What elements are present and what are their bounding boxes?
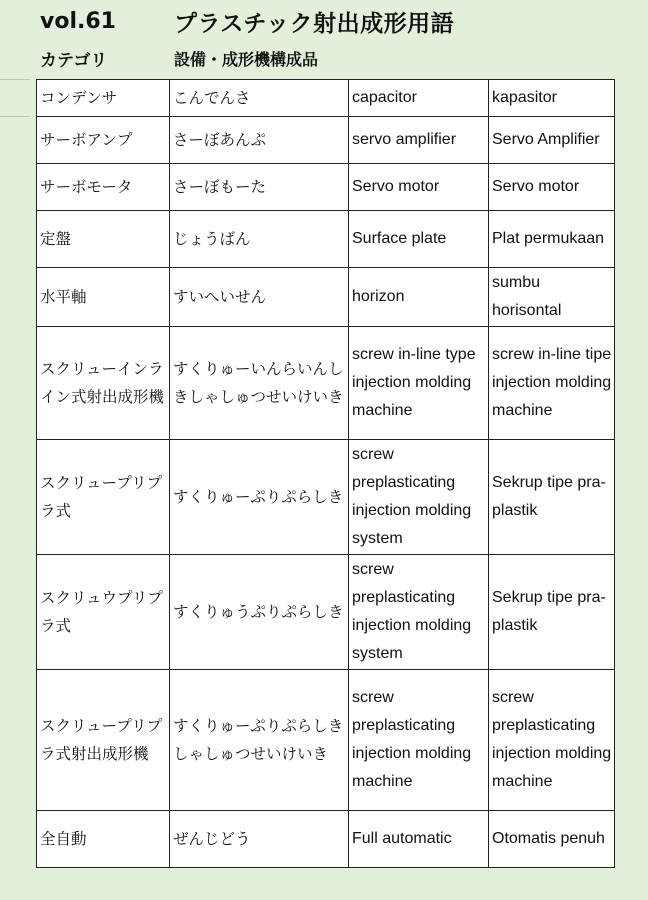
term-japanese: サーボモータ <box>37 164 170 211</box>
table-row <box>37 440 615 555</box>
term-japanese: 定盤 <box>37 211 170 268</box>
term-english: screw in-line type injection molding machine <box>349 327 489 440</box>
term-indonesian: Plat permukaan <box>489 211 615 268</box>
volume-number: vol.61 <box>40 8 116 34</box>
term-reading: じょうばん <box>170 211 349 268</box>
term-japanese: スクリュープリプラ式射出成形機 <box>37 670 170 811</box>
term-english: capacitor <box>349 80 489 117</box>
term-indonesian: Servo motor <box>489 164 615 211</box>
table-row <box>37 211 615 268</box>
table-row <box>37 670 615 811</box>
table-row <box>37 268 615 327</box>
table-row <box>37 117 615 164</box>
term-indonesian: sumbu horisontal <box>489 268 615 327</box>
term-japanese: 全自動 <box>37 811 170 868</box>
term-reading: さーぼあんぷ <box>170 117 349 164</box>
term-indonesian: screw preplasticating injection molding machine <box>489 670 615 811</box>
table-row <box>37 811 615 868</box>
category-value: 設備・成形機構成品 <box>174 49 319 69</box>
term-reading: すいへいせん <box>170 268 349 327</box>
term-japanese: サーボアンプ <box>37 117 170 164</box>
term-english: Full automatic <box>349 811 489 868</box>
gridline-mark <box>0 116 30 117</box>
gridline-mark <box>0 79 30 80</box>
term-reading: ぜんじどう <box>170 811 349 868</box>
term-english: Surface plate <box>349 211 489 268</box>
term-indonesian: Otomatis penuh <box>489 811 615 868</box>
term-japanese: スクリュープリプラ式 <box>37 440 170 555</box>
term-reading: すくりゅーぷりぷらしき <box>170 440 349 555</box>
terms-table <box>36 79 615 868</box>
term-indonesian: screw in-line tipe injection molding machine <box>489 327 615 440</box>
category-label: カテゴリ <box>40 50 108 71</box>
term-japanese: コンデンサ <box>37 80 170 117</box>
term-english: screw preplasticating injection molding system <box>349 440 489 555</box>
term-japanese: スクリュウプリプラ式 <box>37 555 170 670</box>
term-reading: すくりゅうぷりぷらしき <box>170 555 349 670</box>
term-indonesian: Sekrup tipe pra-plastik <box>489 555 615 670</box>
title-row <box>40 6 454 36</box>
term-reading: すくりゅーぷりぷらしきしゃしゅつせいけいき <box>170 670 349 811</box>
term-reading: すくりゅーいんらいんしきしゃしゅつせいけいき <box>170 327 349 440</box>
page-title: プラスチック射出成形用語 <box>174 10 455 37</box>
term-reading: さーぼもーた <box>170 164 349 211</box>
term-indonesian: kapasitor <box>489 80 615 117</box>
term-english: horizon <box>349 268 489 327</box>
term-indonesian: Servo Amplifier <box>489 117 615 164</box>
term-japanese: スクリューインライン式射出成形機 <box>37 327 170 440</box>
term-english: Servo motor <box>349 164 489 211</box>
term-english: servo amplifier <box>349 117 489 164</box>
term-english: screw preplasticating injection molding machine <box>349 670 489 811</box>
category-row <box>40 46 318 70</box>
table-row <box>37 80 615 117</box>
term-english: screw preplasticating injection molding system <box>349 555 489 670</box>
table-row <box>37 555 615 670</box>
term-indonesian: Sekrup tipe pra-plastik <box>489 440 615 555</box>
term-japanese: 水平軸 <box>37 268 170 327</box>
term-reading: こんでんさ <box>170 80 349 117</box>
table-row <box>37 164 615 211</box>
table-row <box>37 327 615 440</box>
